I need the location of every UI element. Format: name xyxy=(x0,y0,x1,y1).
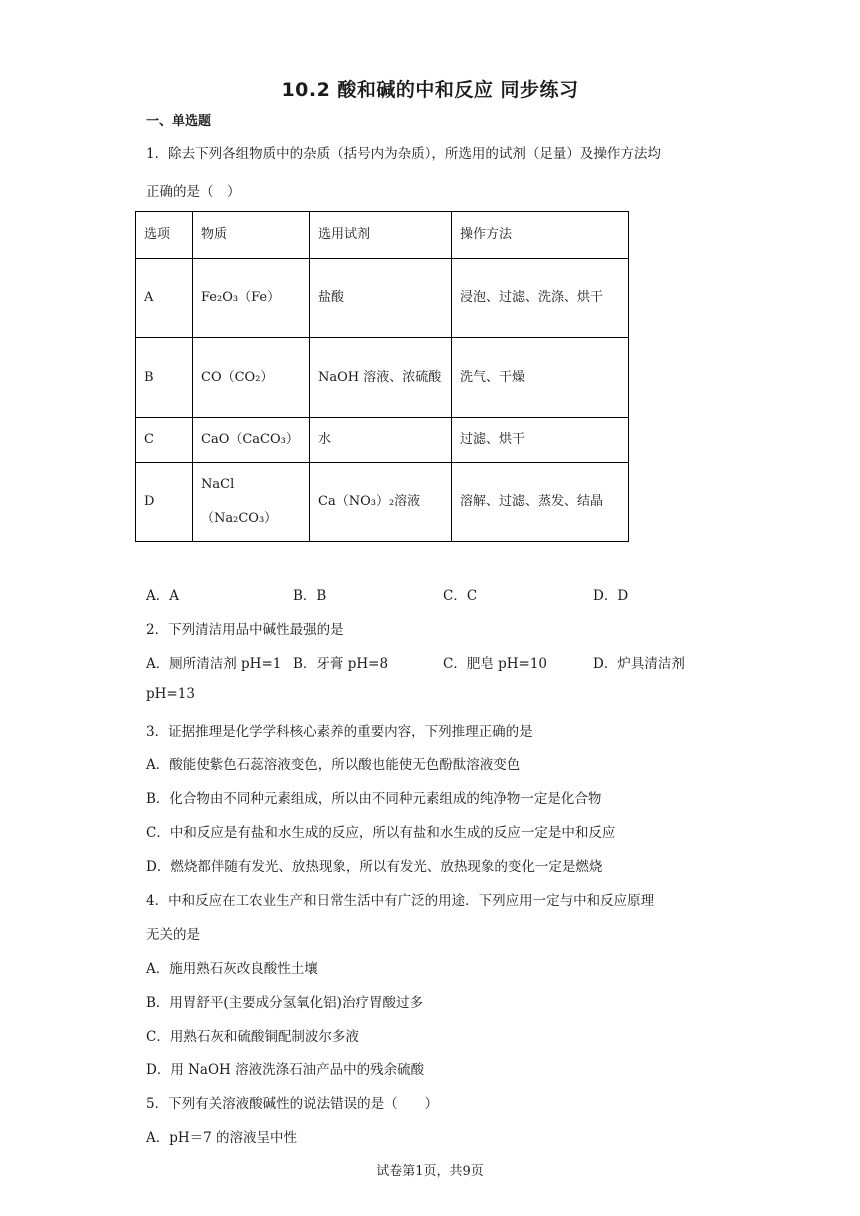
q2-choice-b: B．牙膏 pH=8 xyxy=(293,656,389,672)
q3-choice-b: B．化合物由不同种元素组成，所以由不同种元素组成的纯净物一定是化合物 xyxy=(146,791,602,807)
q1-choice-b: B．B xyxy=(293,588,327,604)
header-cell: 操作方法 xyxy=(452,212,629,259)
q4-choice-a: A．施用熟石灰改良酸性土壤 xyxy=(146,961,318,977)
page-footer: 试卷第1页，共9页 xyxy=(376,1164,484,1179)
option-cell: A xyxy=(136,259,193,338)
q5-choice-a: A．pH＝7 的溶液呈中性 xyxy=(146,1130,298,1146)
q1-options-table xyxy=(135,211,629,542)
method-cell: 过滤、烘干 xyxy=(452,418,629,463)
header-cell: 物质 xyxy=(193,212,310,259)
table-row xyxy=(136,463,629,542)
page-title: 10.2 酸和碱的中和反应 同步练习 xyxy=(281,79,579,101)
method-cell: 洗气、干燥 xyxy=(452,338,629,418)
q3-stem: 3．证据推理是化学学科核心素养的重要内容，下列推理正确的是 xyxy=(146,724,533,740)
table-row xyxy=(136,259,629,338)
option-cell: C xyxy=(136,418,193,463)
q1-choice-a: A．A xyxy=(146,588,179,604)
q4-stem-line2: 无关的是 xyxy=(146,927,200,943)
q2-choice-a: A．厕所清洁剂 pH=1 xyxy=(146,656,282,672)
q4-choice-d: D．用 NaOH 溶液洗涤石油产品中的残余硫酸 xyxy=(146,1062,425,1078)
method-cell: 浸泡、过滤、洗涤、烘干 xyxy=(460,290,604,305)
q5-stem: 5．下列有关溶液酸碱性的说法错误的是（ ） xyxy=(146,1096,439,1112)
q3-choice-d: D．燃烧都伴随有发光、放热现象，所以有发光、放热现象的变化一定是燃烧 xyxy=(146,859,603,875)
section-heading: 一、单选题 xyxy=(146,114,212,129)
header-cell: 选项 xyxy=(136,212,193,259)
q4-stem-line1: 4．中和反应在工农业生产和日常生活中有广泛的用途．下列应用一定与中和反应原理 xyxy=(146,893,655,909)
reagent-cell: Ca（NO₃）₂溶液 xyxy=(310,463,452,542)
header-cell: 选用试剂 xyxy=(310,212,452,259)
substance-cell: CaO（CaCO₃） xyxy=(193,418,310,463)
q1-stem-line1: 1．除去下列各组物质中的杂质（括号内为杂质），所选用的试剂（足量）及操作方法均 xyxy=(146,146,661,162)
q1-choice-c: C．C xyxy=(443,588,478,604)
q4-choice-b: B．用胃舒平(主要成分氢氧化铝)治疗胃酸过多 xyxy=(146,995,423,1011)
option-cell: B xyxy=(136,338,193,418)
q2-choice-d: D．炉具清洁剂 xyxy=(593,656,685,672)
substance-cell: Fe₂O₃（Fe） xyxy=(193,259,310,338)
table-row xyxy=(136,418,629,463)
reagent-cell: 盐酸 xyxy=(310,259,452,338)
reagent-cell: NaOH 溶液、浓硫酸 xyxy=(318,369,442,385)
q2-choice-d-cont: pH=13 xyxy=(146,686,195,702)
q3-choice-c: C．中和反应是有盐和水生成的反应，所以有盐和水生成的反应一定是中和反应 xyxy=(146,825,616,841)
q3-choice-a: A．酸能使紫色石蕊溶液变色，所以酸也能使无色酚酞溶液变色 xyxy=(146,757,521,773)
option-cell: D xyxy=(136,463,193,542)
reagent-cell: 水 xyxy=(310,418,452,463)
method-cell: 溶解、过滤、蒸发、结晶 xyxy=(460,494,604,509)
table-header-row xyxy=(136,212,629,259)
q4-choice-c: C．用熟石灰和硫酸铜配制波尔多液 xyxy=(146,1029,359,1045)
substance-cell: NaCl（Na₂CO₃） xyxy=(193,463,310,542)
q2-stem: 2．下列清洁用品中碱性最强的是 xyxy=(146,622,344,638)
q2-choice-c: C．肥皂 pH=10 xyxy=(443,656,548,672)
table-row xyxy=(136,338,629,418)
q1-stem-line2: 正确的是（ ） xyxy=(146,184,241,200)
substance-cell: CO（CO₂） xyxy=(193,338,310,418)
q1-choice-d: D．D xyxy=(593,588,629,604)
